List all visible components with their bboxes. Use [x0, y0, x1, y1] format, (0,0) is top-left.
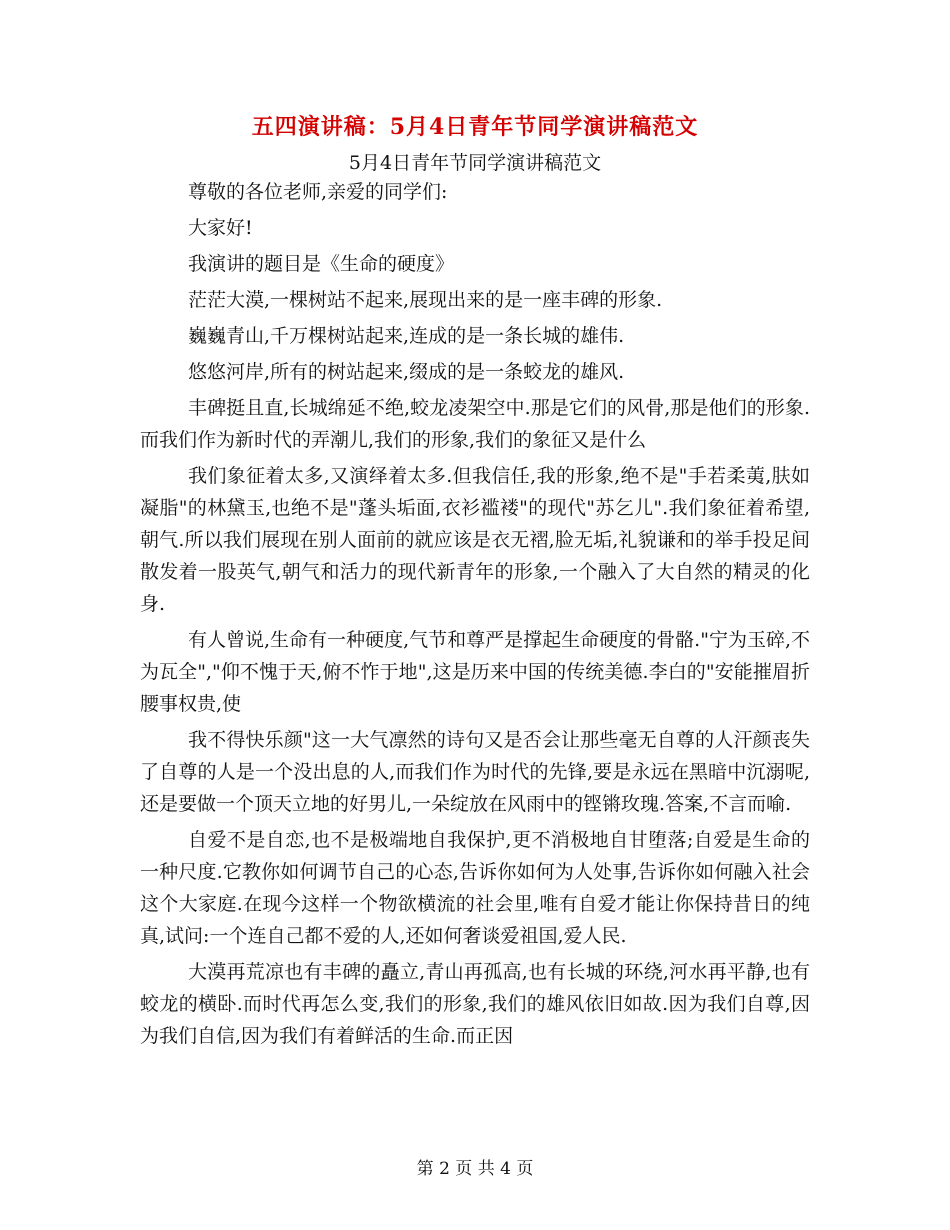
document-body [140, 176, 810, 1056]
paragraph-topic: 我演讲的题目是《生命的硬度》 [188, 253, 455, 275]
page-number-footer: 第 2 页 共 4 页 [416, 1159, 534, 1179]
paragraph: 悠悠河岸,所有的树站起来,缀成的是一条蛟龙的雄风. [188, 361, 625, 383]
paragraph: 茫茫大漠,一棵树站不起来,展现出来的是一座丰碑的形象. [188, 289, 663, 311]
paragraph: 我们象征着太多,又演绎着太多.但我信任,我的形象,绝不是"手若柔荑,肤如凝脂"的林黛玉,也绝不是"蓬头垢面,衣衫褴褛"的现代"苏乞儿".我们象征着希望,朝气.所以我们展现在别人面前的就应该是衣无褶,脸无垢,礼貌谦和的举手投足间散发着一股英气,朝气和活力的现代新青年的形象,一个融入了大自然的精灵的化身. [140, 465, 810, 615]
paragraph: 自爱不是自恋,也不是极端地自我保护,更不消极地自甘堕落;自爱是生命的一种尺度.它教你如何调节自己的心态,告诉你如何为人处事,告诉你如何融入社会这个大家庭.在现今这样一个物欲横流的社会里,唯有自爱才能让你保持昔日的纯真,试问:一个连自己都不爱的人,还如何奢谈爱祖国,爱人民. [140, 829, 810, 947]
document-subtitle: 5月4日青年节同学演讲稿范文 [348, 152, 602, 174]
paragraph-greeting: 尊敬的各位老师,亲爱的同学们: [188, 181, 448, 203]
paragraph: 我不得快乐颜"这一大气凛然的诗句又是否会让那些毫无自尊的人汗颜丧失了自尊的人是一个没出息的人,而我们作为时代的先锋,要是永远在黑暗中沉溺呢,还是要做一个顶天立地的好男儿,一朵绽放在风雨中的铿锵玫瑰.答案,不言而喻. [140, 729, 810, 815]
paragraph: 巍巍青山,千万棵树站起来,连成的是一条长城的雄伟. [188, 325, 625, 347]
paragraph: 有人曾说,生命有一种硬度,气节和尊严是撑起生命硬度的骨骼."宁为玉碎,不为瓦全","仰不愧于天,俯不怍于地",这是历来中国的传统美德.李白的"安能摧眉折腰事权贵,使 [140, 629, 810, 715]
paragraph-hello: 大家好! [188, 217, 253, 239]
document-title: 五四演讲稿：5月4日青年节同学演讲稿范文 [251, 114, 699, 140]
paragraph: 丰碑挺且直,长城绵延不绝,蛟龙凌架空中.那是它们的风骨,那是他们的形象.而我们作为新时代的弄潮儿,我们的形象,我们的象征又是什么 [140, 397, 810, 451]
paragraph: 大漠再荒凉也有丰碑的矗立,青山再孤高,也有长城的环绕,河水再平静,也有蛟龙的横卧.而时代再怎么变,我们的形象,我们的雄风依旧如故.因为我们自尊,因为我们自信,因为我们有着鲜活的生命.而正因 [140, 961, 810, 1047]
